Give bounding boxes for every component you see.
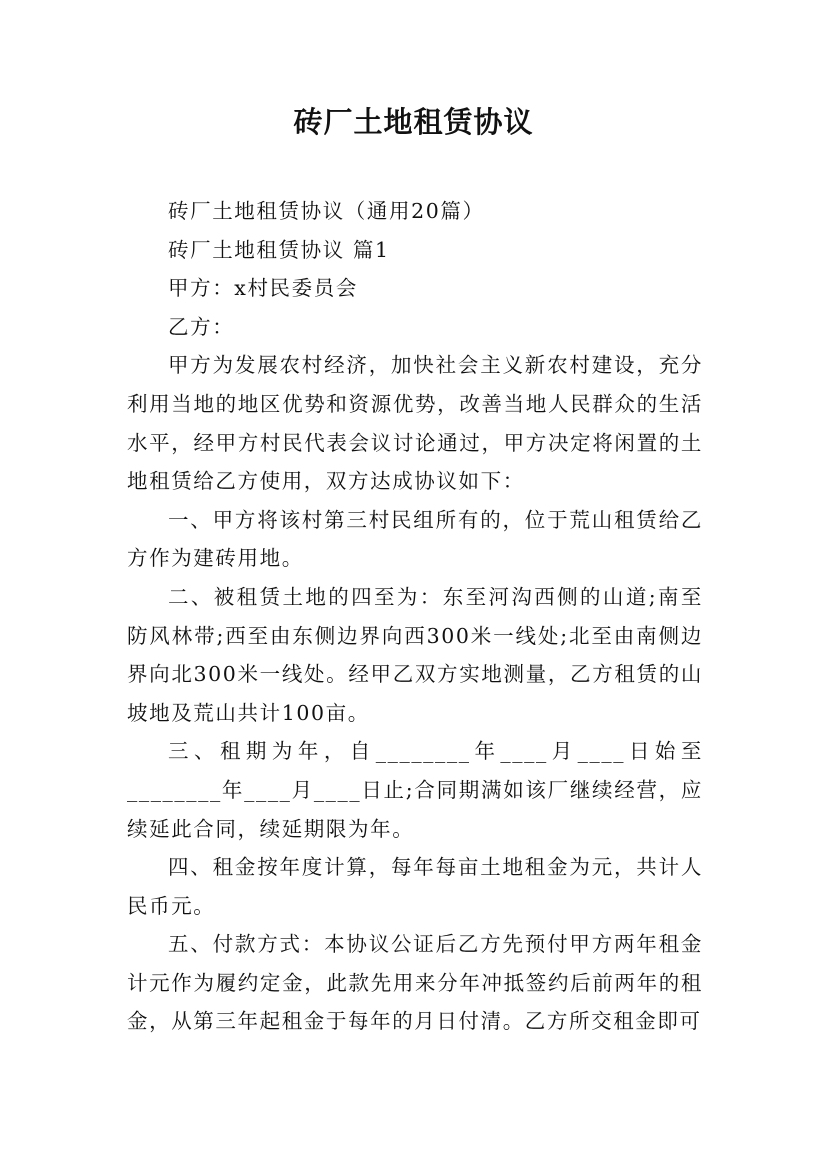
subtitle-line: 砖厂土地租赁协议（通用20篇） (168, 199, 485, 223)
party-a-line: 甲方：x村民委员会 (168, 276, 358, 301)
clause-5: 五、付款方式：本协议公证后乙方先预付甲方两年租金计元作为履约定金，此款先用来分年冲抵签约后前两年的租金，从第三年起租金于每年的月日付清。乙方所交租金即可 (127, 932, 703, 1034)
clause-1: 一、甲方将该村第三村民组所有的，位于荒山租赁给乙方作为建砖用地。 (127, 507, 703, 571)
clause-2: 二、被租赁土地的四至为：东至河沟西侧的山道;南至防风林带;西至由东侧边界向西300米一线处;北至由南侧边界向北300米一线处。经甲乙双方实地测量，乙方租赁的山坡地及荒山共计100亩。 (127, 584, 703, 725)
clause-3: 三、租期为年，自________年____月____日始至________年____月____日止;合同期满如该厂继续经营，应续延此合同，续延期限为年。 (127, 739, 703, 841)
section-heading: 砖厂土地租赁协议 篇1 (168, 237, 390, 262)
clause-4: 四、租金按年度计算，每年每亩土地租金为元，共计人民币元。 (127, 855, 703, 918)
document-body (127, 192, 703, 1041)
party-b-line: 乙方： (168, 314, 235, 339)
preamble-paragraph: 甲方为发展农村经济，加快社会主义新农村建设，充分利用当地的地区优势和资源优势，改善当地人民群众的生活水平，经甲方村民代表会议讨论通过，甲方决定将闲置的土地租赁给乙方使用，双方达成协议如下： (127, 353, 703, 494)
document-title: 砖厂土地租赁协议 (293, 105, 534, 139)
